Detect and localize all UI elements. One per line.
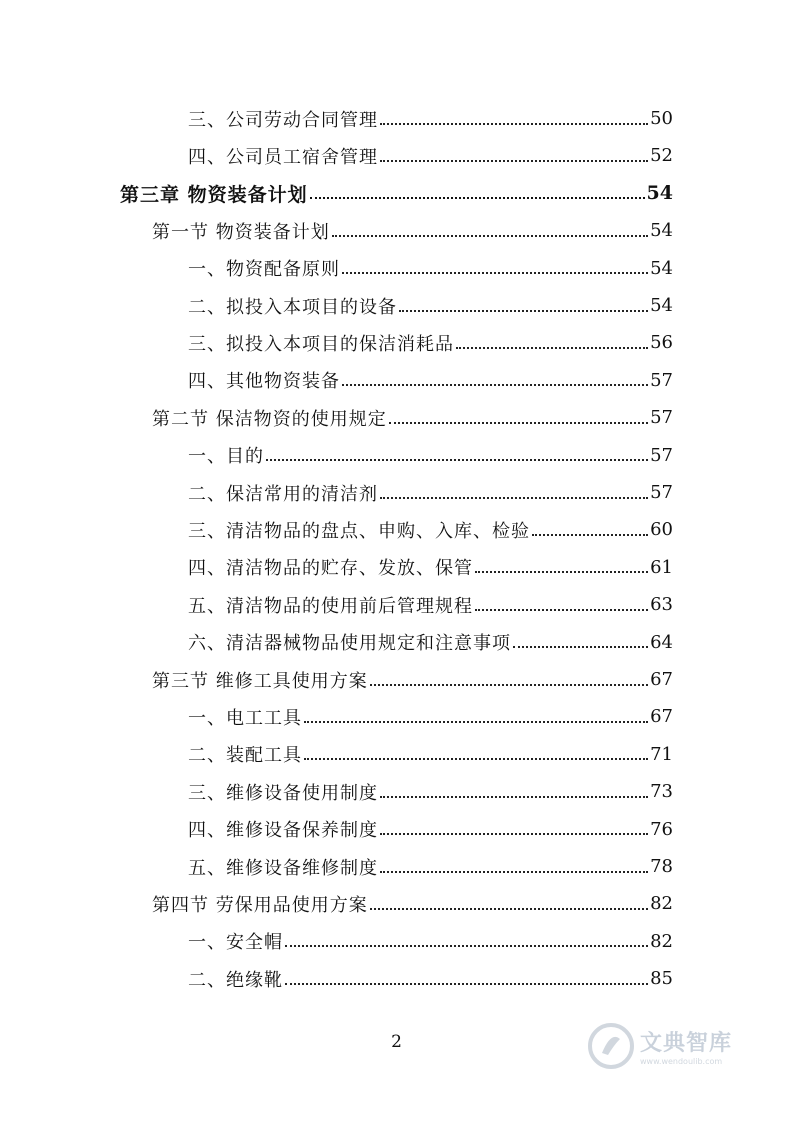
toc-leader-dots bbox=[399, 310, 648, 312]
toc-entry bbox=[188, 773, 673, 810]
toc-entry bbox=[188, 848, 673, 885]
toc-entry-label: 五、维修设备维修制度 bbox=[188, 857, 378, 879]
toc-leader-dots bbox=[304, 758, 648, 760]
toc-entry-label: 六、清洁器械物品使用规定和注意事项 bbox=[188, 633, 511, 655]
toc-entry-page: 56 bbox=[650, 332, 673, 354]
toc-entry-page: 60 bbox=[650, 519, 673, 541]
toc-leader-dots bbox=[380, 160, 648, 162]
toc-leader-dots bbox=[342, 272, 648, 274]
toc-leader-dots bbox=[266, 459, 648, 461]
toc-entry bbox=[152, 885, 673, 922]
toc-entry-page: 82 bbox=[650, 893, 673, 915]
toc-entry-page: 78 bbox=[650, 856, 673, 877]
toc-leader-dots bbox=[380, 796, 648, 798]
toc-entry-label: 二、拟投入本项目的设备 bbox=[188, 296, 397, 318]
toc-entry-page: 57 bbox=[650, 444, 673, 466]
toc-entry-label: 五、清洁物品的使用前后管理规程 bbox=[188, 595, 473, 617]
toc-entry bbox=[188, 549, 673, 586]
watermark-url: www.wendoulib.com bbox=[640, 1057, 723, 1066]
toc-entry bbox=[188, 923, 673, 960]
toc-leader-dots bbox=[342, 384, 648, 386]
toc-entry bbox=[188, 362, 673, 399]
toc-entry bbox=[188, 698, 673, 735]
toc-leader-dots bbox=[370, 684, 648, 686]
toc-leader-dots bbox=[389, 422, 648, 424]
toc-entry-label: 第四节 劳保用品使用方案 bbox=[152, 894, 368, 916]
toc-entry-label: 一、物资配备原则 bbox=[188, 259, 340, 281]
toc-leader-dots bbox=[456, 347, 648, 349]
toc-entry-page: 50 bbox=[650, 108, 673, 129]
toc-entry-page: 71 bbox=[650, 743, 673, 765]
toc-entry bbox=[152, 661, 673, 698]
toc-entry-page: 85 bbox=[650, 968, 673, 990]
toc-entry bbox=[188, 960, 673, 997]
toc-entry-label: 四、清洁物品的贮存、发放、保管 bbox=[188, 558, 473, 580]
toc-entry bbox=[188, 811, 673, 848]
toc-entry-label: 一、安全帽 bbox=[188, 932, 283, 954]
watermark bbox=[588, 1020, 758, 1072]
toc-entry-label: 一、电工工具 bbox=[188, 707, 302, 729]
toc-entry bbox=[188, 474, 673, 511]
toc-entry-label: 二、装配工具 bbox=[188, 745, 302, 767]
toc-entry-page: 57 bbox=[650, 407, 673, 429]
toc-entry-label: 第二节 保洁物资的使用规定 bbox=[152, 408, 387, 430]
toc-entry-label: 三、拟投入本项目的保洁消耗品 bbox=[188, 333, 454, 355]
toc-entry-label: 四、公司员工宿舍管理 bbox=[188, 146, 378, 168]
toc-leader-dots bbox=[332, 235, 648, 237]
toc-entry bbox=[188, 250, 673, 287]
toc-entry bbox=[120, 175, 673, 212]
toc-entry-label: 第一节 物资装备计划 bbox=[152, 221, 330, 243]
toc-leader-dots bbox=[513, 646, 648, 648]
toc-entry bbox=[188, 586, 673, 623]
toc-entry-label: 四、维修设备保养制度 bbox=[188, 820, 378, 842]
toc-entry bbox=[188, 137, 673, 174]
toc-entry-label: 第三节 维修工具使用方案 bbox=[152, 670, 368, 692]
toc-entry-label: 三、维修设备使用制度 bbox=[188, 782, 378, 804]
toc-entry-label: 一、目的 bbox=[188, 446, 264, 468]
toc-entry-page: 64 bbox=[650, 631, 673, 653]
toc-entry-label: 三、公司劳动合同管理 bbox=[188, 109, 378, 131]
toc-leader-dots bbox=[380, 871, 648, 873]
toc-leader-dots bbox=[304, 721, 648, 723]
toc-entry-page: 54 bbox=[650, 220, 673, 242]
toc-entry-page: 57 bbox=[650, 369, 673, 391]
toc-leader-dots bbox=[380, 833, 648, 835]
toc-entry-page: 82 bbox=[650, 930, 673, 952]
toc-entry-page: 52 bbox=[650, 145, 673, 167]
toc-entry bbox=[188, 736, 673, 773]
toc-entry-label: 三、清洁物品的盘点、申购、入库、检验 bbox=[188, 520, 530, 542]
toc-entry bbox=[152, 399, 673, 436]
toc-entry-page: 67 bbox=[650, 706, 673, 728]
toc-entry-page: 57 bbox=[650, 482, 673, 503]
toc-entry-page: 63 bbox=[650, 594, 673, 616]
watermark-logo-icon bbox=[588, 1023, 634, 1069]
toc-leader-dots bbox=[310, 197, 645, 199]
toc-leader-dots bbox=[285, 983, 648, 985]
toc-entry-page: 67 bbox=[650, 669, 673, 690]
toc-leader-dots bbox=[370, 908, 648, 910]
page-number: 2 bbox=[391, 1032, 402, 1052]
toc-entry bbox=[188, 437, 673, 474]
toc-entry bbox=[188, 324, 673, 361]
toc-entry-page: 73 bbox=[650, 781, 673, 803]
toc-entry-page: 54 bbox=[650, 295, 673, 316]
toc-leader-dots bbox=[475, 609, 648, 611]
toc-entry-label: 第三章 物资装备计划 bbox=[120, 183, 308, 206]
toc-leader-dots bbox=[380, 497, 648, 499]
toc-entry-label: 二、保洁常用的清洁剂 bbox=[188, 483, 378, 505]
toc-entry bbox=[188, 511, 673, 548]
watermark-title: 文典智库 bbox=[640, 1031, 733, 1056]
toc-entry-page: 54 bbox=[650, 257, 673, 279]
toc-leader-dots bbox=[475, 571, 648, 573]
toc-entry bbox=[188, 100, 673, 137]
toc-leader-dots bbox=[380, 123, 648, 125]
toc-entry bbox=[152, 212, 673, 249]
toc-entry bbox=[188, 287, 673, 324]
toc-entry bbox=[188, 624, 673, 661]
toc-leader-dots bbox=[532, 534, 648, 536]
toc-entry-page: 54 bbox=[646, 182, 673, 205]
toc-entry-label: 四、其他物资装备 bbox=[188, 371, 340, 393]
toc-entry-page: 61 bbox=[650, 556, 673, 578]
toc-leader-dots bbox=[285, 945, 648, 947]
toc-entry-label: 二、绝缘靴 bbox=[188, 969, 283, 991]
toc-entry-page: 76 bbox=[650, 818, 673, 840]
